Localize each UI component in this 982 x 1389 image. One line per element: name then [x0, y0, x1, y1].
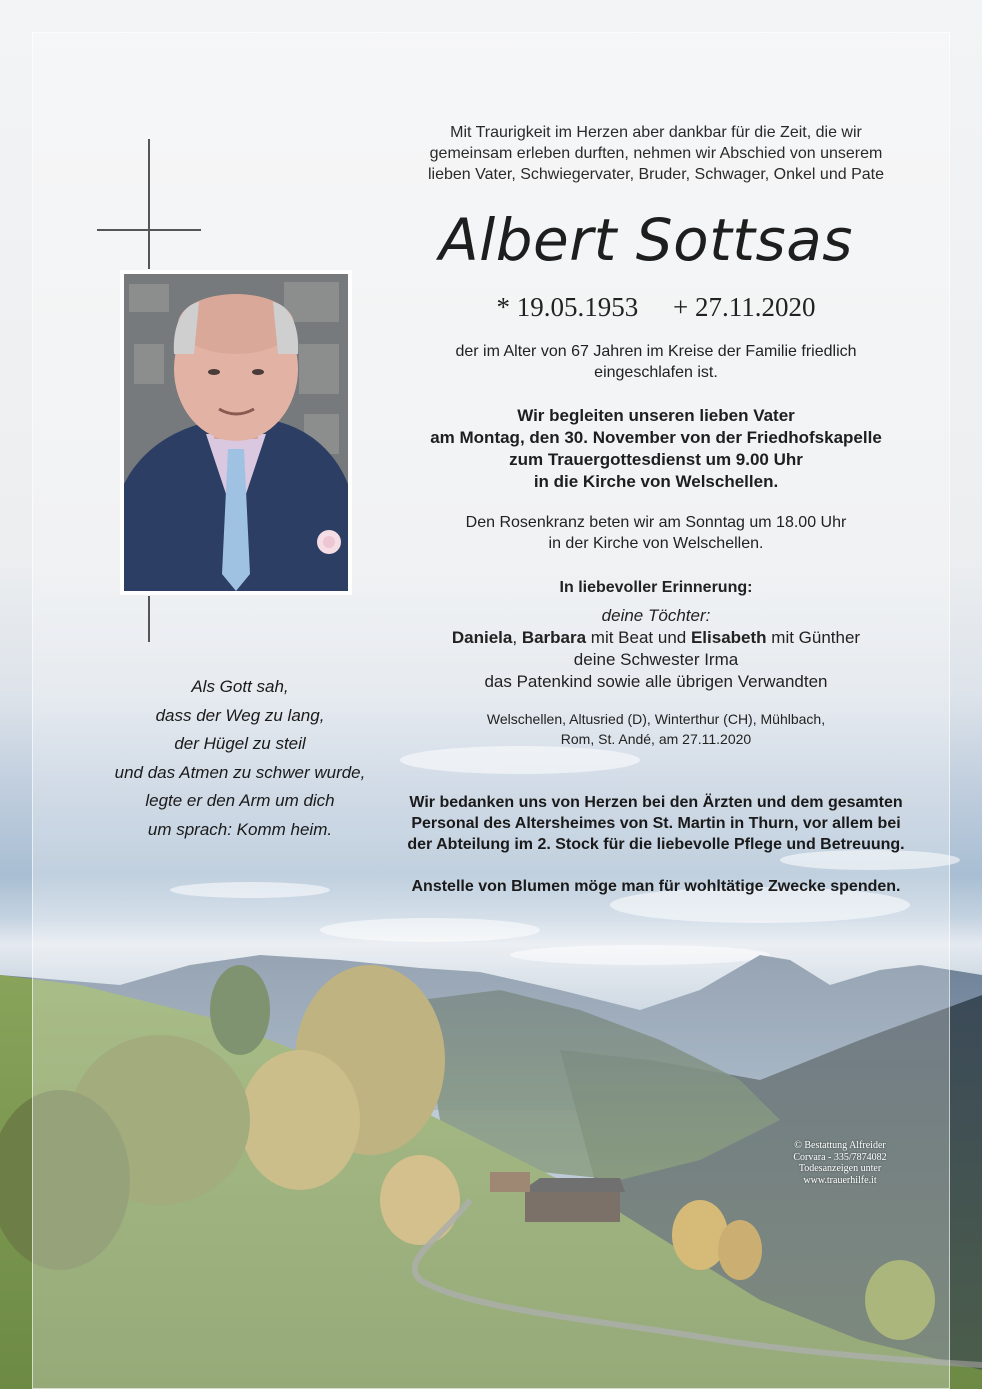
daughter-name: Elisabeth — [690, 628, 767, 647]
intro-text — [380, 122, 932, 185]
birth-date: * 19.05.1953 — [496, 292, 639, 322]
age-line: der im Alter von 67 Jahren im Kreise der Familie friedlich — [455, 343, 857, 360]
partner-text: mit Günther — [766, 628, 861, 647]
life-dates — [380, 287, 932, 327]
credit-line: Corvara - 335/7874082 — [793, 1151, 887, 1163]
credit-link[interactable]: www.trauerhilfe.it — [803, 1174, 877, 1186]
daughters-label: deine Töchter: — [601, 606, 711, 625]
portrait-image — [124, 274, 348, 591]
daughter-name: Daniela — [451, 628, 513, 647]
sister-line: deine Schwester Irma — [573, 650, 739, 669]
thanks-text — [380, 792, 932, 855]
cross-bar — [97, 229, 201, 231]
age-line: eingeschlafen ist. — [594, 364, 718, 381]
thanks-line: Wir bedanken uns von Herzen bei den Ärzten und dem gesamten — [409, 794, 903, 811]
funeral-line: zum Trauergottesdienst um 9.00 Uhr — [509, 450, 803, 469]
death-date: + 27.11.2020 — [673, 292, 816, 322]
places-line: Rom, St. Andé, am 27.11.2020 — [560, 731, 752, 747]
godchild-line: das Patenkind sowie alle übrigen Verwandten — [484, 672, 828, 691]
rosary-line: in der Kirche von Welschellen. — [548, 535, 764, 552]
separator: , — [512, 628, 522, 647]
memory-heading: In liebevoller Erinnerung: — [559, 579, 753, 596]
intro-line: gemeinsam erleben durften, nehmen wir Abschied von unserem — [429, 145, 883, 162]
daughter-name: Barbara — [521, 628, 587, 647]
rosary-details — [380, 512, 932, 554]
funeral-details — [380, 405, 932, 493]
funeral-line: am Montag, den 30. November von der Friedhofskapelle — [430, 428, 882, 447]
places-line: Welschellen, Altusried (D), Winterthur (CH), Mühlbach, — [486, 711, 826, 727]
latin-cross-icon — [148, 139, 150, 269]
funeral-line: in die Kirche von Welschellen. — [533, 472, 779, 491]
poem-line: dass der Weg zu lang, — [155, 705, 325, 725]
deceased-name: Albert Sottsas — [438, 206, 854, 274]
poem-line: Als Gott sah, — [191, 677, 289, 696]
funeral-line: Wir begleiten unseren lieben Vater — [517, 406, 795, 425]
memorial-poem — [95, 673, 385, 844]
daughters-line — [380, 627, 932, 649]
partner-text: mit Beat und — [586, 628, 691, 647]
credit-line: Todesanzeigen unter — [798, 1163, 882, 1174]
poem-line: um sprach: Komm heim. — [147, 819, 333, 839]
family-list — [380, 605, 932, 693]
cross-stem-lower — [148, 596, 150, 642]
rosary-line: Den Rosenkranz beten wir am Sonntag um 18.00 Uhr — [465, 514, 847, 531]
portrait-photo — [120, 270, 352, 595]
poem-line: legte er den Arm um dich — [145, 791, 335, 810]
flowers-request: Anstelle von Blumen möge man für wohltätige Zwecke spenden. — [411, 878, 901, 895]
funeral-home-credit — [735, 1140, 945, 1186]
poem-line: und das Atmen zu schwer wurde, — [114, 762, 366, 782]
poem-line: der Hügel zu steil — [174, 734, 306, 753]
intro-line: Mit Traurigkeit im Herzen aber dankbar für die Zeit, die wir — [450, 124, 862, 141]
intro-line: lieben Vater, Schwiegervater, Bruder, Schwager, Onkel und Pate — [428, 166, 884, 183]
places-and-date — [380, 709, 932, 749]
thanks-line: der Abteilung im 2. Stock für die liebevolle Pflege und Betreuung. — [407, 836, 905, 853]
credit-line: © Bestattung Alfreider — [794, 1140, 886, 1151]
age-text — [380, 341, 932, 383]
thanks-line: Personal des Altersheimes von St. Martin in Thurn, vor allem bei — [411, 815, 901, 832]
